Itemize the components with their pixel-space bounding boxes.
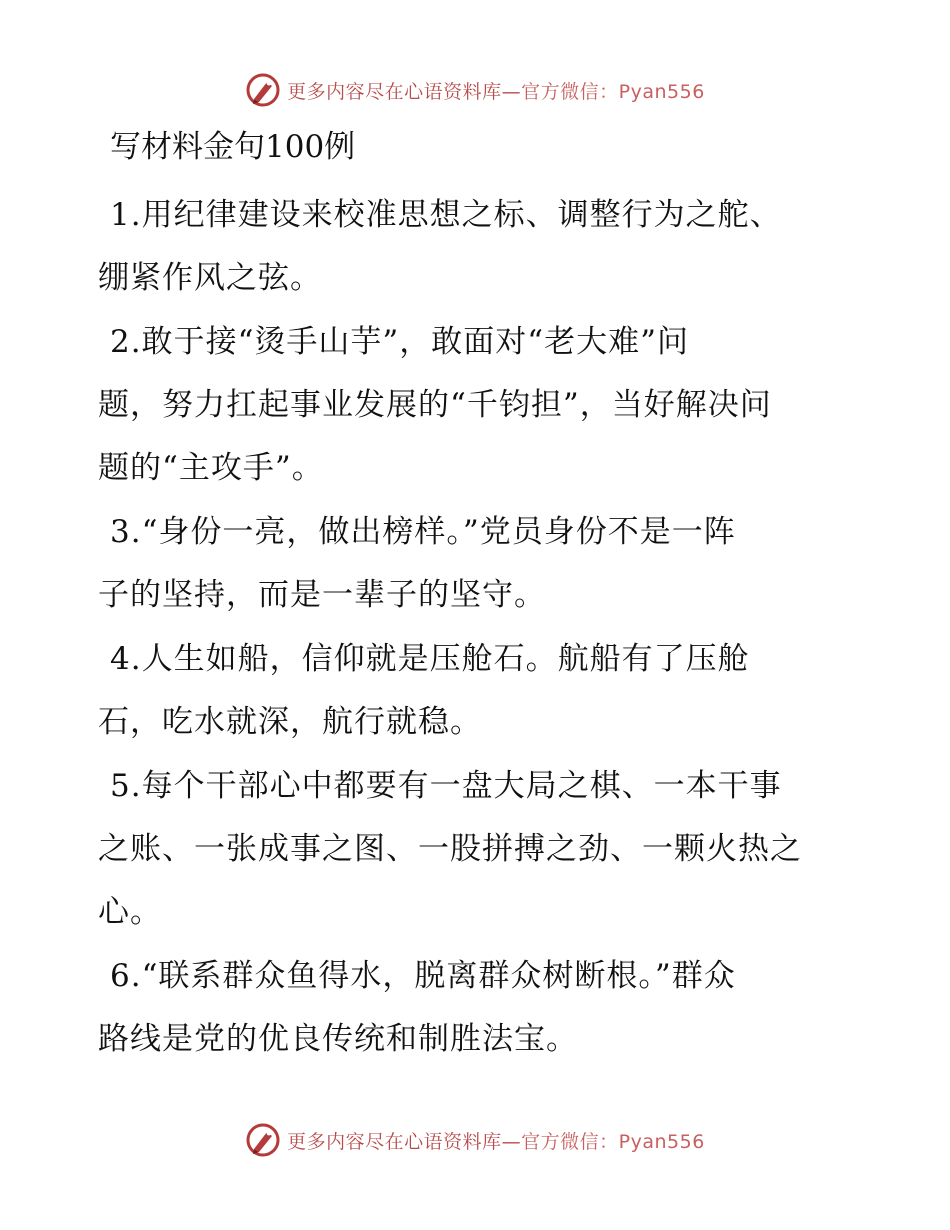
header-banner xyxy=(0,68,950,112)
list-item xyxy=(98,755,858,944)
pen-logo-icon xyxy=(245,1122,281,1158)
list-item xyxy=(98,628,858,754)
footer-banner xyxy=(0,1118,950,1162)
list-item-line: 绷紧作风之弦。 xyxy=(98,260,322,296)
list-item-line: 心。 xyxy=(98,894,162,930)
list-item-line: 6.“联系群众鱼得水，脱离群众树断根。”群众 xyxy=(110,958,736,994)
header-banner-text: 更多内容尽在心语资料库—官方微信：Pyan556 xyxy=(287,80,705,103)
list-item xyxy=(98,945,858,1071)
list-item-line: 石，吃水就深，航行就稳。 xyxy=(98,704,482,740)
list-item xyxy=(98,184,858,310)
list-item-line: 4.人生如船，信仰就是压舱石。航船有了压舱 xyxy=(110,641,750,677)
list-item-line: 5.每个干部心中都要有一盘大局之棋、一本干事 xyxy=(110,768,782,804)
list-item-line: 之账、一张成事之图、一股拼搏之劲、一颗火热之 xyxy=(98,831,802,867)
list-item-line: 1.用纪律建设来校准思想之标、调整行为之舵、 xyxy=(110,197,782,233)
list-item-line: 路线是党的优良传统和制胜法宝。 xyxy=(98,1021,578,1057)
list-item xyxy=(98,311,858,500)
list-item xyxy=(98,501,858,627)
list-item-line: 子的坚持，而是一辈子的坚守。 xyxy=(98,577,546,613)
list-item-line: 题，努力扛起事业发展的“千钧担”，当好解决问 xyxy=(98,387,772,423)
pen-logo-icon xyxy=(245,72,281,108)
list-item-line: 2.敢于接“烫手山芋”，敢面对“老大难”问 xyxy=(110,324,689,360)
document-body xyxy=(98,122,858,1072)
list-item-line: 题的“主攻手”。 xyxy=(98,450,324,486)
list-item-line: 3.“身份一亮，做出榜样。”党员身份不是一阵 xyxy=(110,514,736,550)
footer-banner-text: 更多内容尽在心语资料库—官方微信：Pyan556 xyxy=(287,1130,705,1153)
document-title: 写材料金句100例 xyxy=(110,129,356,165)
